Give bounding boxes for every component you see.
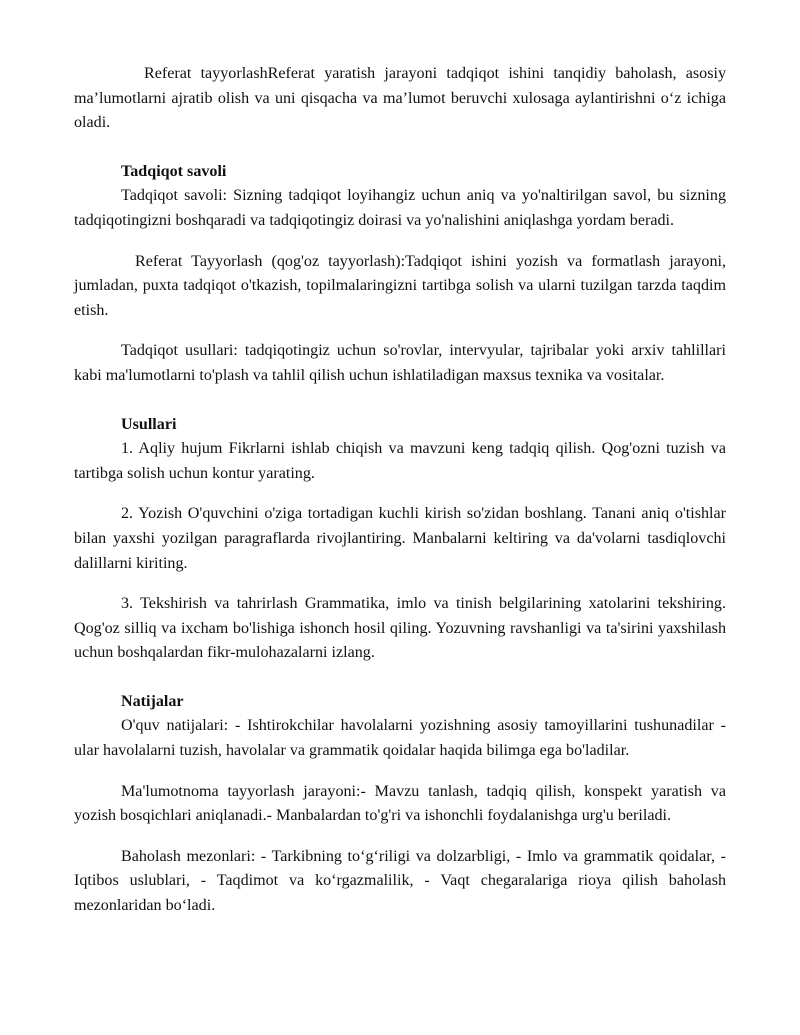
methods-heading: Usullari	[121, 415, 177, 433]
results-paragraph-2: Ma'lumotnoma tayyorlash jarayoni:- Mavzu tanlash, tadqiq qilish, konspekt yaratish va yozish bosqichlari aniqlanadi.- Manbalardan to'g'ri va ishonchli foydalanishga urg'u beriladi.	[74, 782, 726, 825]
method-step-3: 3. Tekshirish va tahrirlash Grammatika, imlo va tinish belgilarining xatolarini tekshiring. Qog'oz silliq va ixcham bo'lishiga ishonch hosil qiling. Yozuvning ravshanligi va ta'sirini yaxshilash uchun boshqalardan fikr-mulohazalarni izlang.	[74, 595, 726, 662]
results-heading: Natijalar	[121, 692, 184, 710]
research-question-paragraph: Tadqiqot savoli: Sizning tadqiqot loyihangiz uchun aniq va yo'naltirilgan savol, bu sizning tadqiqotingizni boshqaradi va tadqiqotingiz doirasi va yo'nalishini aniqlashga yordam beradi.	[74, 187, 726, 229]
results-paragraph-3: Baholash mezonlari: - Tarkibning to‘g‘riligi va dolzarbligi, - Imlo va grammatik qoidalar, - Iqtibos uslublari, - Taqdimot va ko‘rgazmalilik, - Vaqt chegaralariga rioya qilish baholash mezonlaridan bo‘ladi.	[74, 847, 726, 915]
research-question-heading: Tadqiqot savoli	[121, 162, 227, 180]
method-step-2: 2. Yozish O'quvchini o'ziga tortadigan kuchli kirish so'zidan boshlang. Tanani aniq o'tishlar bilan yaxshi yozilgan paragraflarda rivojlantiring. Manbalarni keltiring va da'volarni tasdiqlovchi dalillarni kiriting.	[74, 505, 726, 572]
method-step-1: 1. Aqliy hujum Fikrlarni ishlab chiqish va mavzuni keng tadqiq qilish. Qog'ozni tuzish va tartibga solish uchun kontur yarating.	[74, 440, 726, 482]
results-paragraph-1: O'quv natijalari: - Ishtirokchilar havolalarni yozishning asosiy tamoyillarini tushunadilar - ular havolalarni tuzish, havolalar va grammatik qoidalar haqida bilimga ega bo'ladilar.	[74, 717, 726, 760]
referat-paragraph: Referat Tayyorlash (qog'oz tayyorlash):Tadqiqot ishini yozish va formatlash jarayoni, jumladan, puxta tadqiqot o'tkazish, topilmalaringizni tartibga solish va ularni tuzilgan tarzda taqdim etish.	[74, 252, 726, 319]
document-page	[74, 62, 726, 919]
intro-paragraph: Referat tayyorlashReferat yaratish jarayoni tadqiqot ishini tanqidiy baholash, asosiy ma’lumotlarni ajratib olish va uni qisqacha va ma’lumot beruvchi xulosaga aylantirishni o‘z ichiga oladi.	[74, 65, 726, 132]
research-methods-paragraph: Tadqiqot usullari: tadqiqotingiz uchun so'rovlar, intervyular, tajribalar yoki arxiv tahlillari kabi ma'lumotlarni to'plash va tahlil qilish uchun ishlatiladigan maxsus texnika va vositalar.	[74, 342, 726, 384]
